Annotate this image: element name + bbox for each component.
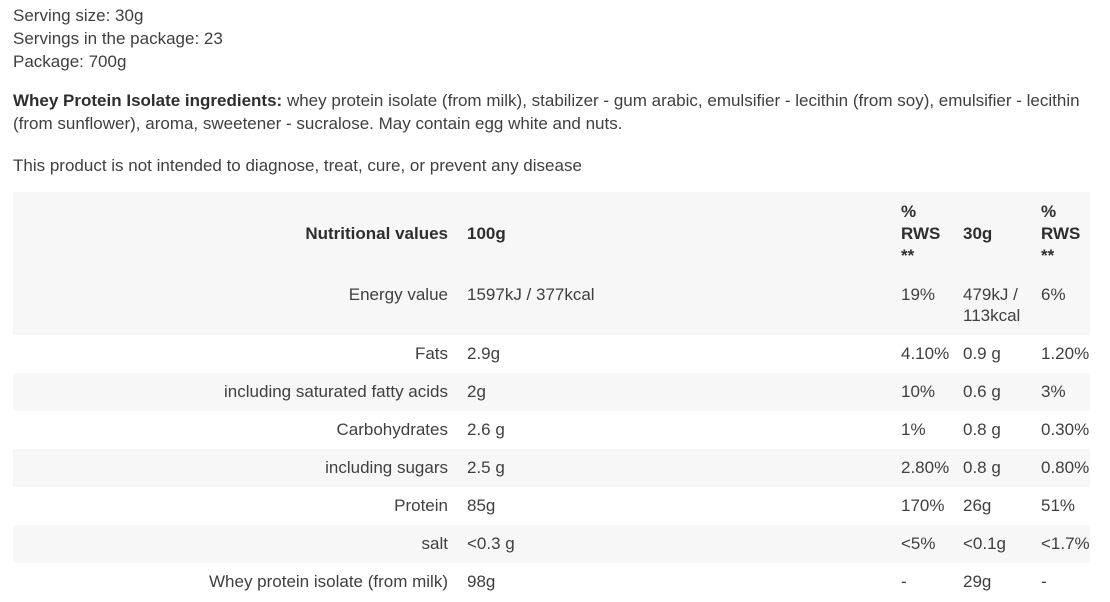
value-rws-30g: 6%: [1041, 276, 1090, 335]
ingredients-label: Whey Protein Isolate ingredients:: [13, 91, 283, 110]
value-100g: 2.6 g: [467, 420, 505, 439]
value-rws-30g: <1.7%: [1041, 525, 1090, 563]
header-row: [13, 192, 1090, 276]
package-line: Package: 700g: [13, 52, 127, 71]
table-row-protein: [13, 487, 1090, 525]
nutrition-table-header: [13, 192, 1090, 276]
value-30g: 0.8 g: [963, 449, 1041, 487]
product-info-block: [13, 4, 1096, 73]
table-row-fats: [13, 335, 1090, 373]
table-row-whey-protein-isolate: [13, 563, 1090, 601]
header-100g: 100g: [448, 192, 901, 276]
row-label: including saturated fatty acids: [13, 373, 448, 411]
table-row-salt: [13, 525, 1090, 563]
header-30g: 30g: [963, 192, 1041, 276]
value-30g: 0.9 g: [963, 344, 1001, 363]
value-rws-100g: 4.10%: [901, 344, 950, 363]
value-rws-30g: -: [1041, 572, 1047, 591]
row-label: Carbohydrates: [336, 420, 448, 439]
row-label: Fats: [414, 344, 448, 363]
row-label: Energy value: [13, 276, 448, 335]
table-row-carbohydrates: [13, 411, 1090, 449]
value-100g: 2g: [448, 373, 901, 411]
value-30g: <0.1g: [963, 525, 1041, 563]
value-rws-100g: 19%: [901, 276, 963, 335]
servings-in-package-line: Servings in the package: 23: [13, 29, 223, 48]
table-row-saturated-fatty-acids: [13, 373, 1090, 411]
value-rws-30g: 0.80%: [1041, 449, 1090, 487]
row-label: Whey protein isolate (from milk): [208, 572, 448, 591]
ingredients-text: whey protein isolate (from milk), stabilizer - gum arabic, emulsifier - lecithin (from soy), emulsifier - lecithin (from sunflower), aroma, sweetener - sucralose. May contain egg white and nuts.: [13, 91, 1080, 133]
ingredients-paragraph: [13, 89, 1096, 135]
value-rws-30g: 1.20%: [1041, 344, 1090, 363]
row-label: salt: [13, 525, 448, 563]
value-rws-100g: 1%: [901, 420, 926, 439]
value-rws-100g: <5%: [901, 525, 963, 563]
value-100g: 98g: [467, 572, 496, 591]
table-row-energy: [13, 276, 1090, 335]
value-100g: 85g: [467, 496, 496, 515]
value-rws-100g: 10%: [901, 373, 963, 411]
value-100g: 2.5 g: [448, 449, 901, 487]
serving-size-line: Serving size: 30g: [13, 6, 144, 25]
value-30g: 479kJ / 113kcal: [963, 276, 1041, 335]
value-100g: 1597kJ / 377kcal: [448, 276, 901, 335]
nutrition-table-body: [13, 276, 1090, 601]
value-30g: 0.6 g: [963, 373, 1041, 411]
value-30g: 0.8 g: [963, 420, 1001, 439]
value-rws-100g: 2.80%: [901, 449, 963, 487]
value-100g: 2.9g: [467, 344, 501, 363]
product-description-section: [13, 4, 1096, 601]
value-rws-100g: -: [901, 572, 907, 591]
nutrition-table: [13, 192, 1090, 601]
value-rws-30g: 3%: [1041, 373, 1090, 411]
value-30g: 26g: [963, 496, 992, 515]
header-rws-100g: % RWS **: [901, 192, 963, 276]
value-100g: <0.3 g: [448, 525, 901, 563]
header-nutritional-values: Nutritional values: [13, 192, 448, 276]
value-30g: 29g: [963, 572, 992, 591]
value-rws-100g: 170%: [901, 496, 945, 515]
disclaimer-text: This product is not intended to diagnose, treat, cure, or prevent any disease: [13, 156, 582, 175]
row-label: Protein: [394, 496, 448, 515]
value-rws-30g: 51%: [1041, 496, 1076, 515]
row-label: including sugars: [13, 449, 448, 487]
table-row-sugars: [13, 449, 1090, 487]
value-rws-30g: 0.30%: [1041, 420, 1090, 439]
header-rws-30g: % RWS **: [1041, 192, 1090, 276]
